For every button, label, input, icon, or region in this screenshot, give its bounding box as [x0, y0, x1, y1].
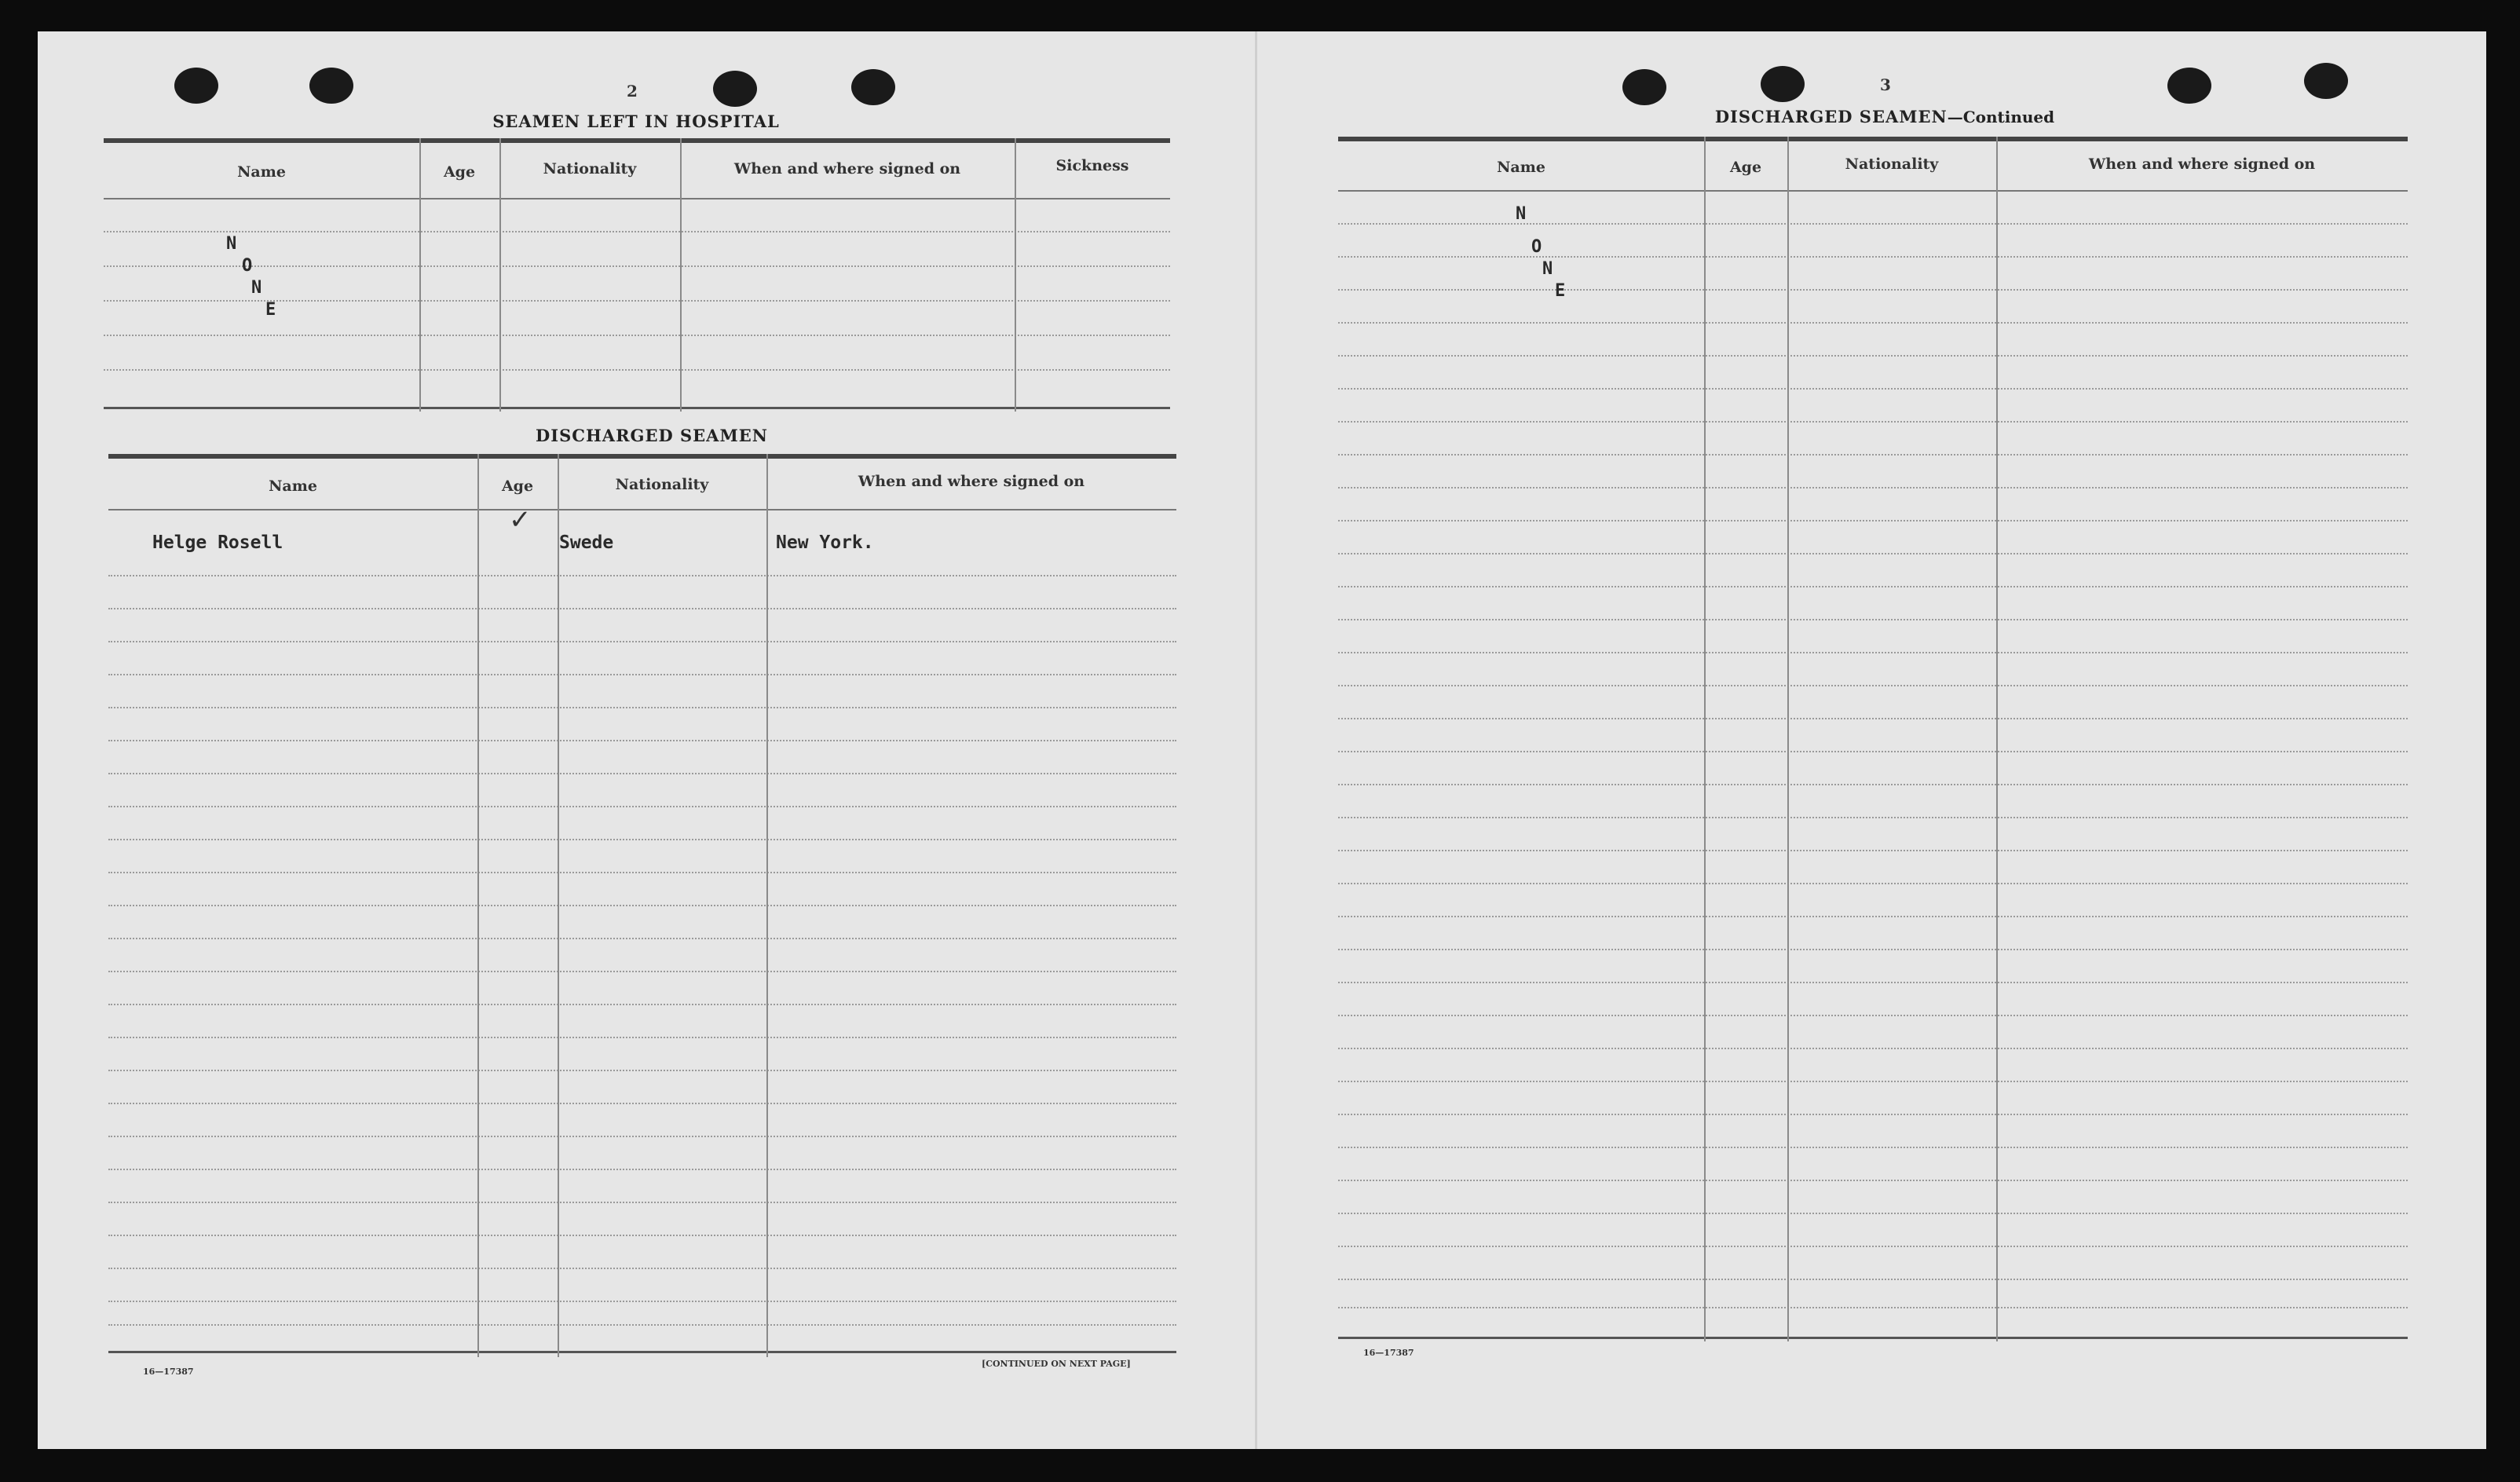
right-title-main: DISCHARGED SEAMEN — [1714, 107, 1948, 126]
punch-hole — [2304, 63, 2348, 99]
none-letter: E — [265, 300, 276, 320]
punch-hole — [713, 71, 757, 107]
right-page-number: 3 — [1880, 75, 1891, 94]
none-letter: O — [242, 256, 253, 276]
punch-hole — [1622, 69, 1666, 105]
hospital-header-nationality: Nationality — [543, 160, 637, 177]
hospital-header-signed-on: When and where signed on — [733, 160, 961, 177]
hospital-title: SEAMEN LEFT IN HOSPITAL — [492, 112, 780, 131]
right-header-nationality: Nationality — [1845, 156, 1939, 173]
hospital-table — [104, 138, 1170, 412]
none-letter: E — [1555, 281, 1566, 301]
none-letter: N — [1542, 259, 1553, 279]
right-header-signed-on: When and where signed on — [2088, 156, 2316, 173]
punch-hole — [1761, 66, 1805, 102]
right-discharged-title — [1649, 107, 2120, 126]
hospital-header-name: Name — [237, 163, 286, 181]
discharged-continued-table — [1338, 137, 2408, 1341]
left-form-number: 16—17387 — [143, 1367, 194, 1377]
discharged-title: DISCHARGED SEAMEN — [536, 426, 768, 445]
discharged-header-signed-on: When and where signed on — [858, 473, 1085, 490]
right-header-age: Age — [1729, 159, 1762, 176]
none-letter: N — [251, 278, 262, 298]
right-title-suffix: —Continued — [1947, 108, 2055, 126]
page-fold — [1255, 31, 1257, 1449]
none-letter: O — [1531, 237, 1542, 257]
discharged-header-nationality: Nationality — [615, 476, 709, 493]
hospital-header-sickness: Sickness — [1055, 157, 1129, 174]
discharged-header-name: Name — [269, 478, 317, 495]
right-form-number: 16—17387 — [1363, 1348, 1414, 1358]
punch-hole — [174, 68, 218, 104]
none-letter: N — [226, 234, 237, 254]
seaman-signed-on: New York. — [776, 532, 874, 553]
right-header-name: Name — [1497, 159, 1545, 176]
punch-hole — [2167, 68, 2211, 104]
continued-note: [CONTINUED ON NEXT PAGE] — [982, 1359, 1131, 1369]
none-letter: N — [1516, 204, 1527, 224]
punch-hole — [851, 69, 895, 105]
age-check-mark: ✓ — [509, 504, 532, 536]
discharged-table — [108, 454, 1176, 1357]
left-page-number: 2 — [627, 82, 638, 101]
seaman-nationality: Swede — [559, 532, 614, 553]
discharged-header-age: Age — [501, 478, 534, 495]
hospital-header-age: Age — [443, 163, 476, 181]
seaman-name: Helge Rosell — [152, 532, 283, 553]
punch-hole — [309, 68, 353, 104]
